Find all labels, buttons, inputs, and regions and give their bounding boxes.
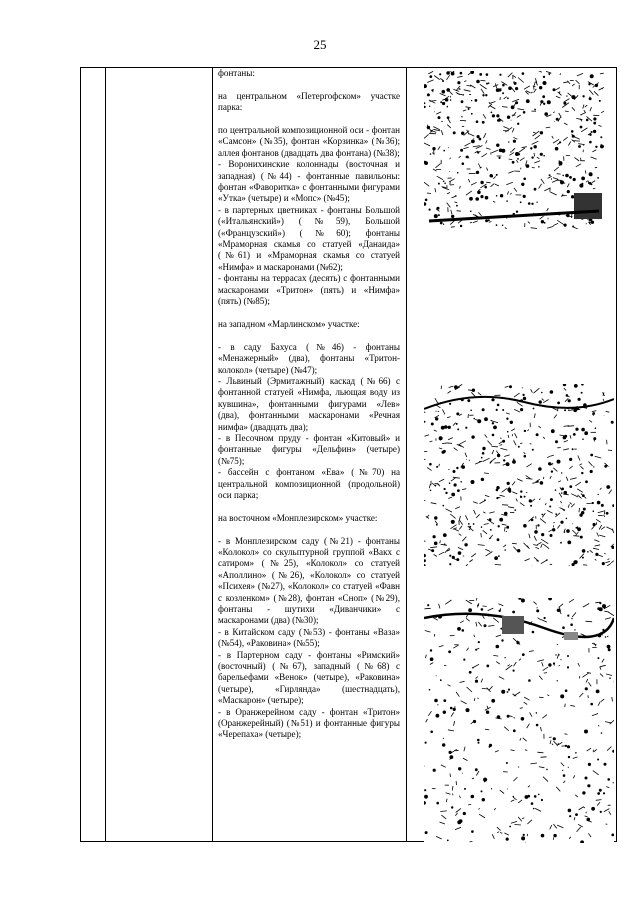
paragraph-gap <box>218 501 400 512</box>
paragraph: - в саду Бахуса (№46) - фонтаны «Менажерный» (два), фонтаны «Тритон-колокол» (четыре) (№47); <box>218 341 400 375</box>
paragraph-gap <box>218 308 400 319</box>
column-divider <box>105 68 106 841</box>
page-number: 25 <box>313 37 327 52</box>
paragraph: - в Песочном пруду - фонтан «Китовый» и фонтанные фигуры «Дельфин» (четыре) (№75); <box>218 432 400 466</box>
paragraph-gap <box>218 330 400 341</box>
fountains-description <box>218 68 400 741</box>
paragraph: - в Оранжерейном саду - фонтан «Тритон» (Оранжерейный) (№51) и фонтанные фигуры «Черепаха» (четыре); <box>218 706 400 740</box>
paragraph-gap <box>218 79 400 90</box>
paragraph: - бассейн с фонтаном «Ева» (№70) на центральной композиционной (продольной) оси парка; <box>218 467 400 500</box>
paragraph: - фонтаны на террасах (десять) с фонтанными маскаронами «Тритон» (пять) и «Нимфа» (пять) (№85); <box>218 273 400 307</box>
park-map-central-image <box>424 71 604 229</box>
park-map-western-image <box>424 384 614 566</box>
paragraph: - Воронихинские колоннады (восточная и западная) (№44) - фонтанные павильоны: фонтан «Фаворитка» с фонтанными фигурами «Утка» (четыре) и «Мопс» (№45); <box>218 159 400 204</box>
column-divider <box>212 68 213 841</box>
paragraph: на западном «Марлинском» участке: <box>218 318 360 329</box>
paragraph: на центральном «Петергофском» участке парка: <box>218 90 400 113</box>
paragraph-gap <box>218 114 400 125</box>
document-table <box>80 67 617 842</box>
column-divider <box>406 68 407 841</box>
park-map-eastern-image <box>424 598 614 843</box>
paragraph: - в Партерном саду - фонтаны «Римский» (восточный) (№67), западный (№68) с барельефами «Венок» (четыре), «Раковина» (четыре), «Гирлянда» (шестнадцать), «Маскарон» (четыре); <box>218 649 400 706</box>
paragraph: - в партерных цветниках - фонтаны Большой («Итальянский») (№59), Большой («Французский») (№60); фонтаны «Мраморная скамья со статуей «Данаида» (№61) и «Мраморная скамья со статуей «Нимфа» и маскаронами (№62); <box>218 204 400 272</box>
paragraph: - в Китайском саду (№53) - фонтаны «Ваза» (№54), «Раковина» (№55); <box>218 626 400 649</box>
paragraph: фонтаны: <box>218 68 255 78</box>
paragraph: - Львиный (Эрмитажный) каскад (№66) с фонтанной статуей «Нимфа, льющая воду из кувшина», фонтанными фигурами «Лев» (два), фонтанными маскаронами «Речная нимфа» (двадцать два); <box>218 375 400 432</box>
paragraph: по центральной композиционной оси - фонтан «Самсон» (№35), фонтан «Корзинка» (№36); аллея фонтанов (двадцать два фонтана) (№38); <box>218 125 400 158</box>
paragraph: - в Монплезирском саду (№21) - фонтаны «Колокол» со скульптурной группой «Вакх с сатиром» (№25), «Колокол» со статуей «Аполлино» (№26), «Колокол» со статуей «Психея» (№27), «Колокол» со статуей «Фавн с козленком» (№28), фонтан «Сноп» (№29), фонтаны - шутихи «Диванчики» с маскаронами (два) (№30); <box>218 535 400 626</box>
paragraph: на восточном «Монплезирском» участке: <box>218 512 378 523</box>
paragraph-gap <box>218 524 400 535</box>
